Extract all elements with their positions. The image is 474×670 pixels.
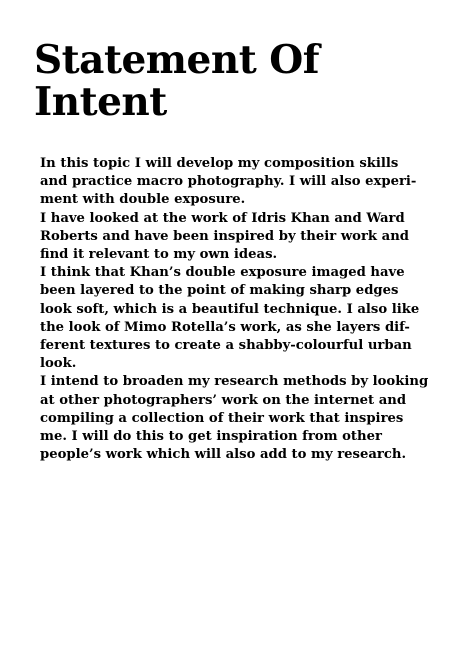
- body-line: the look of Mimo Rotella’s work, as she layers dif-: [40, 319, 410, 335]
- body-line: ferent textures to create a shabby-colourful urban: [40, 338, 412, 354]
- body-line: me. I will do this to get inspiration from other: [40, 429, 382, 445]
- page-title: [34, 39, 454, 123]
- body-line: at other photographers’ work on the internet and: [40, 392, 407, 408]
- body-line: find it relevant to my own ideas.: [40, 247, 278, 263]
- body-line: look.: [40, 356, 77, 372]
- body-line: people’s work which will also add to my research.: [40, 447, 407, 463]
- body-line: I intend to broaden my research methods by looking: [40, 374, 429, 390]
- body-line: and practice macro photography. I will also experi-: [40, 174, 417, 190]
- body-line: look soft, which is a beautiful technique. I also like: [40, 301, 420, 317]
- body-line: compiling a collection of their work that inspires: [40, 410, 404, 426]
- body-line: Roberts and have been inspired by their work and: [40, 228, 409, 244]
- body-line: been layered to the point of making sharp edges: [40, 283, 399, 299]
- title-line: Intent: [34, 79, 167, 125]
- body-line: In this topic I will develop my composition skills: [40, 156, 399, 171]
- body-line: ment with double exposure.: [40, 192, 246, 208]
- body-line: I have looked at the work of Idris Khan and Ward: [40, 210, 405, 226]
- title-line: Statement Of: [34, 37, 320, 83]
- statement-body: [40, 155, 460, 464]
- body-line: I think that Khan’s double exposure imaged have: [40, 265, 405, 281]
